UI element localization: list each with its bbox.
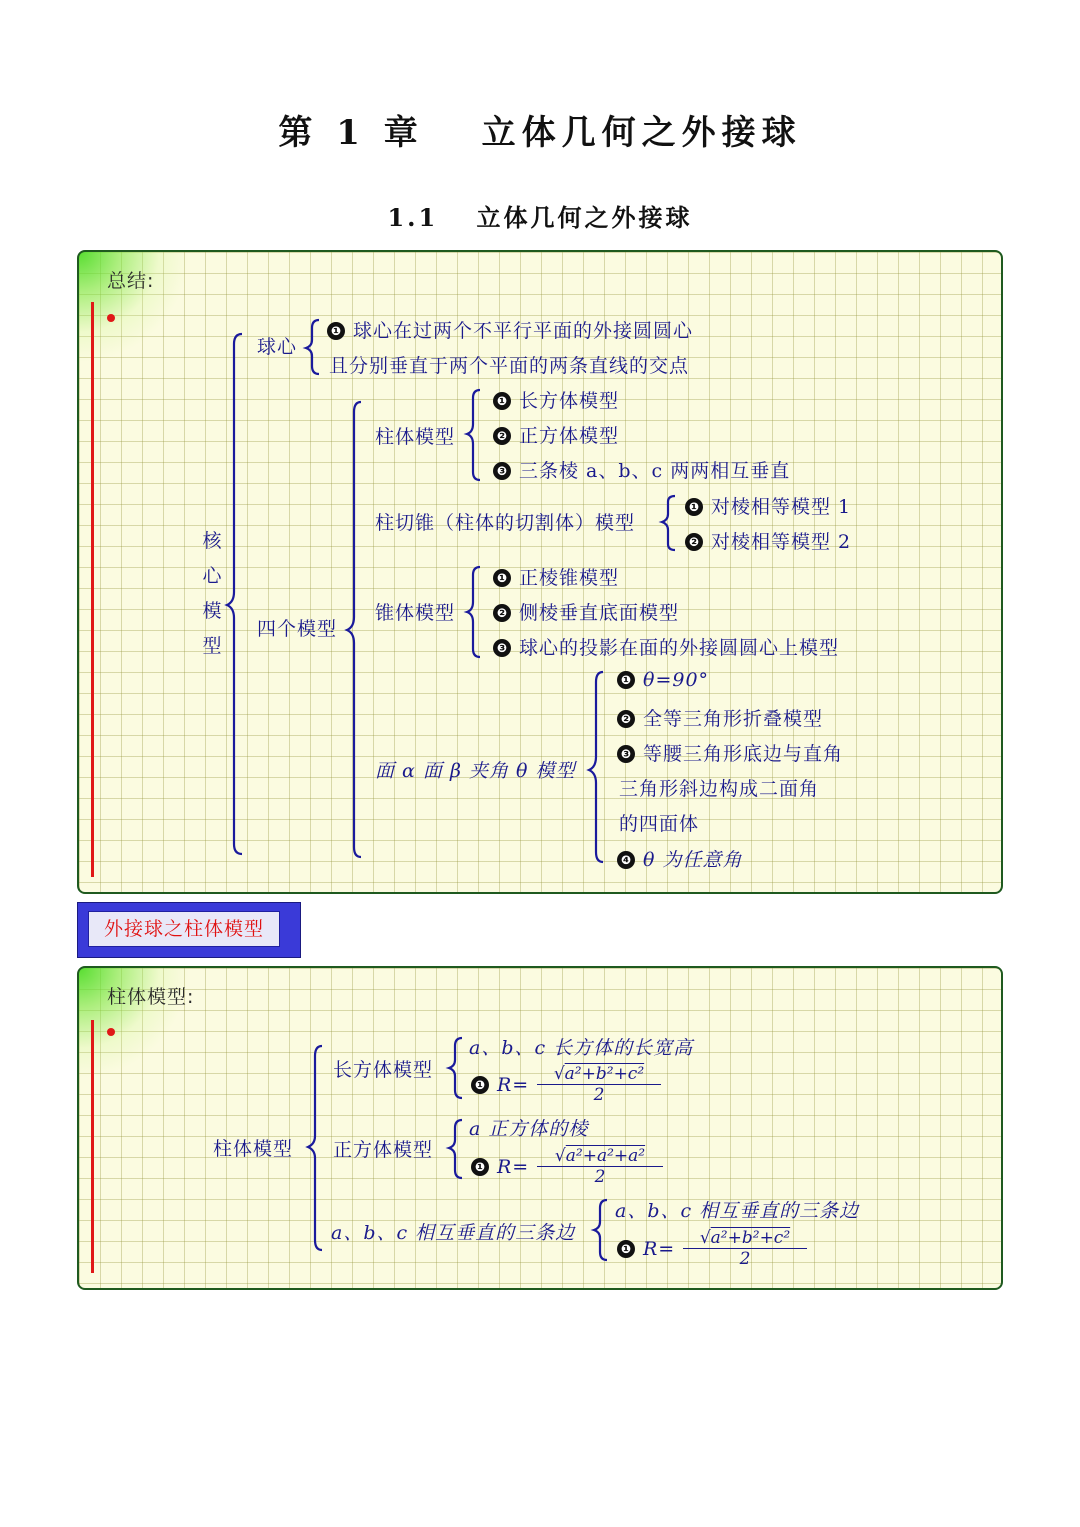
dihedral-item-4-text: θ 为任意角 bbox=[643, 849, 743, 871]
cube-fraction-den: 2 bbox=[594, 1167, 606, 1187]
cuboid-fraction-num-text: a²+b²+c² bbox=[564, 1064, 645, 1084]
section-title: 1.1 立体几何之外接球 bbox=[387, 203, 693, 232]
dihedral-item-1 bbox=[617, 669, 709, 691]
cone-model-label: 锥体模型 bbox=[375, 602, 456, 624]
bullet-3-icon: ❸ bbox=[493, 639, 511, 657]
four-models-label: 四个模型 bbox=[257, 618, 338, 640]
dihedral-model-label: 面 α 面 β 夹角 θ 模型 bbox=[375, 760, 576, 782]
perp-fraction-num: √a²+b²+c² bbox=[683, 1228, 807, 1249]
prism-item-3 bbox=[493, 456, 790, 483]
cuboid-desc: a、b、c 长方体的长宽高 bbox=[469, 1037, 694, 1059]
core-model-label bbox=[201, 524, 223, 664]
cut-cone-item-1 bbox=[685, 492, 851, 519]
sphere-center-line1 bbox=[327, 316, 693, 343]
bullet-1-icon: ❶ bbox=[493, 569, 511, 587]
cut-cone-item-1-text: 对棱相等模型 1 bbox=[711, 496, 852, 518]
cone-item-1-text: 正棱锥模型 bbox=[519, 567, 620, 589]
cone-item-1 bbox=[493, 563, 619, 590]
bullet-2-icon: ❷ bbox=[493, 604, 511, 622]
cone-item-2-text: 侧棱垂直底面模型 bbox=[519, 602, 680, 624]
cuboid-fraction-den: 2 bbox=[593, 1085, 605, 1105]
section-tab bbox=[77, 902, 301, 958]
bullet-3-icon: ❸ bbox=[493, 462, 511, 480]
cube-formula bbox=[471, 1156, 529, 1178]
perp-label: a、b、c 相互垂直的三条边 bbox=[331, 1222, 576, 1244]
prism-item-2 bbox=[493, 421, 619, 448]
perp-fraction-den: 2 bbox=[739, 1249, 751, 1269]
bullet-1-icon: ❶ bbox=[327, 322, 345, 340]
chapter-title: 第 1 章 立体几何之外接球 bbox=[278, 113, 802, 153]
bullet-1-icon: ❶ bbox=[617, 671, 635, 689]
sphere-center-line2: 且分别垂直于两个平面的两条直线的交点 bbox=[329, 355, 690, 377]
section-tab-label: 外接球之柱体模型 bbox=[88, 911, 280, 947]
cuboid-formula-lhs: R= bbox=[497, 1074, 530, 1096]
bullet-1-icon: ❶ bbox=[493, 392, 511, 410]
perp-desc: a、b、c 相互垂直的三条边 bbox=[615, 1200, 860, 1222]
perp-fraction-num-text: a²+b²+c² bbox=[710, 1228, 791, 1248]
cuboid-formula bbox=[471, 1074, 529, 1096]
bullet-1-icon: ❶ bbox=[617, 1240, 635, 1258]
cube-fraction-num: √a²+a²+a² bbox=[537, 1146, 663, 1167]
cone-item-3-text: 球心的投影在面的外接圆圆心上模型 bbox=[519, 637, 840, 659]
cube-fraction bbox=[537, 1146, 663, 1187]
prism-item-1 bbox=[493, 386, 619, 413]
dihedral-item-2-text: 全等三角形折叠模型 bbox=[643, 708, 824, 730]
bullet-2-icon: ❷ bbox=[685, 533, 703, 551]
bullet-1-icon: ❶ bbox=[685, 498, 703, 516]
cut-cone-item-2-text: 对棱相等模型 2 bbox=[711, 531, 852, 553]
dihedral-item-4 bbox=[617, 845, 742, 872]
cuboid-fraction bbox=[537, 1064, 661, 1105]
dihedral-item-3 bbox=[617, 739, 843, 766]
cube-formula-lhs: R= bbox=[497, 1156, 530, 1178]
cuboid-label: 长方体模型 bbox=[333, 1059, 434, 1081]
cuboid-fraction-num: √a²+b²+c² bbox=[537, 1064, 661, 1085]
dihedral-item-2 bbox=[617, 704, 823, 731]
core-model-text: 核心模型 bbox=[202, 530, 222, 657]
bullet-4-icon: ❹ bbox=[617, 851, 635, 869]
summary-box bbox=[77, 250, 1003, 894]
prism-box-label: 柱体模型: bbox=[107, 986, 195, 1008]
bullet-2-icon: ❷ bbox=[493, 427, 511, 445]
perp-formula-lhs: R= bbox=[643, 1238, 676, 1260]
cut-cone-label: 柱切锥（柱体的切割体）模型 bbox=[375, 512, 636, 534]
cube-fraction-num-text: a²+a²+a² bbox=[565, 1146, 646, 1166]
dihedral-item-3-cont1: 三角形斜边构成二面角 bbox=[619, 778, 820, 800]
cut-cone-item-2 bbox=[685, 527, 851, 554]
sphere-center-line1-text: 球心在过两个不平行平面的外接圆圆心 bbox=[353, 320, 694, 342]
bullet-1-icon: ❶ bbox=[471, 1158, 489, 1176]
bullet-3-icon: ❸ bbox=[617, 745, 635, 763]
dihedral-item-3-cont2: 的四面体 bbox=[619, 813, 700, 835]
perp-fraction bbox=[683, 1228, 807, 1269]
summary-box-label: 总结: bbox=[107, 270, 155, 292]
sphere-center-label: 球心 bbox=[257, 336, 298, 358]
prism-model-label: 柱体模型 bbox=[375, 426, 456, 448]
perp-formula bbox=[617, 1238, 675, 1260]
prism-item-3-text: 三条棱 a、b、c 两两相互垂直 bbox=[519, 460, 791, 482]
cube-desc: a 正方体的棱 bbox=[469, 1118, 589, 1140]
cube-label: 正方体模型 bbox=[333, 1139, 434, 1161]
bullet-1-icon: ❶ bbox=[471, 1076, 489, 1094]
cone-item-3 bbox=[493, 633, 839, 660]
prism-box bbox=[77, 966, 1003, 1290]
prism-item-2-text: 正方体模型 bbox=[519, 425, 620, 447]
dihedral-item-3-text: 等腰三角形底边与直角 bbox=[643, 743, 844, 765]
prism-item-1-text: 长方体模型 bbox=[519, 390, 620, 412]
prism-root-label: 柱体模型 bbox=[213, 1138, 294, 1160]
dihedral-item-1-text: θ=90° bbox=[643, 669, 710, 691]
cone-item-2 bbox=[493, 598, 679, 625]
bullet-2-icon: ❷ bbox=[617, 710, 635, 728]
